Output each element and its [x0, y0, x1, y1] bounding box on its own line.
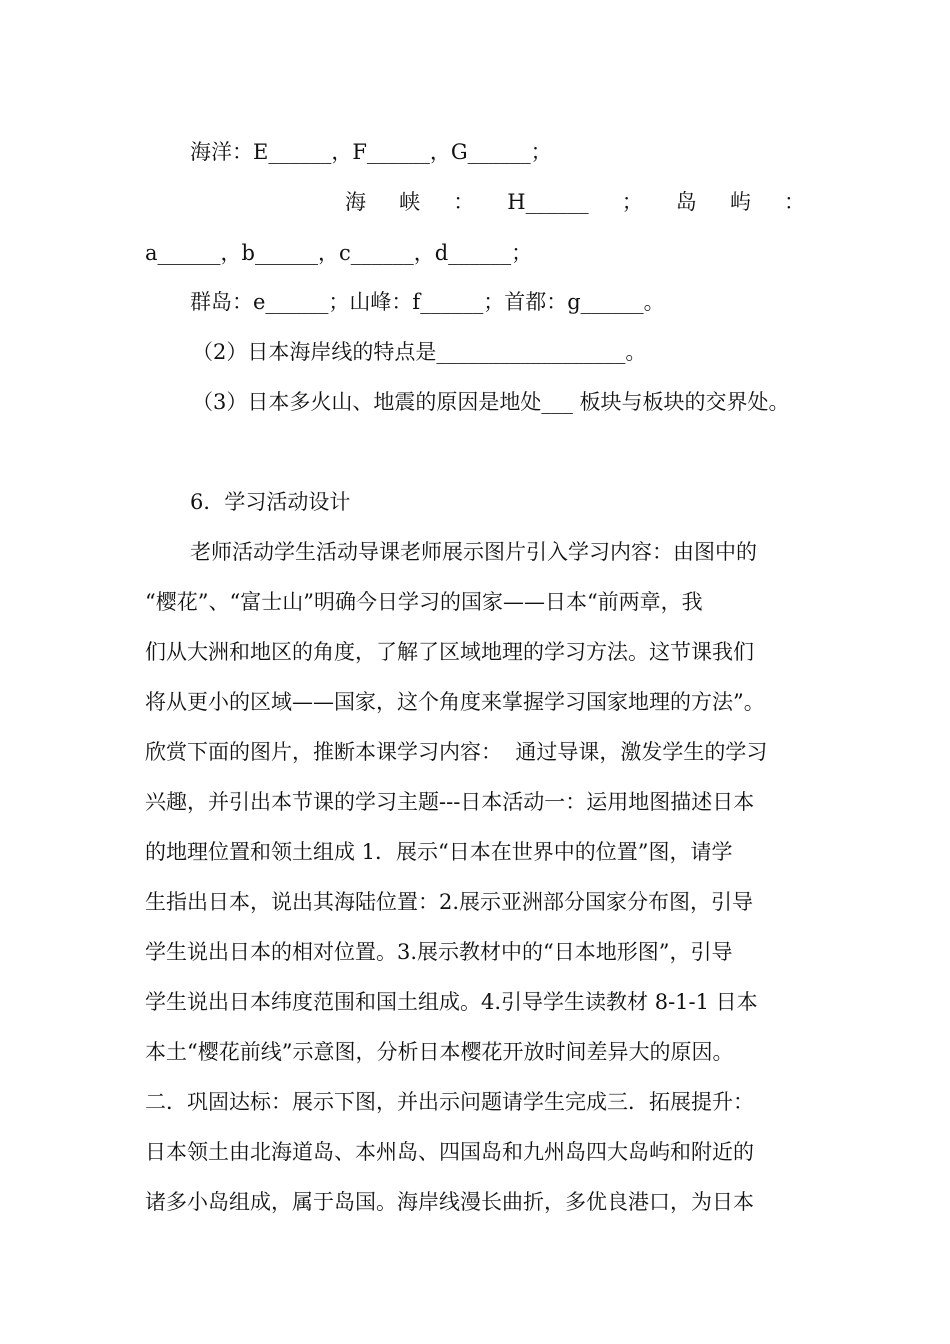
body-line-3: 们从大洲和地区的角度，了解了区域地理的学习方法。这节课我们 — [145, 640, 754, 664]
body-line-1: 老师活动学生活动导课老师展示图片引入学习内容：由图中的 — [190, 540, 757, 564]
body-line-9: 学生说出日本的相对位置。3.展示教材中的“日本地形图”，引导 — [145, 940, 733, 964]
body-line-4: 将从更小的区域——国家，这个角度来掌握学习国家地理的方法”。 — [145, 690, 765, 714]
island-char-1: 岛 — [675, 190, 697, 214]
body-line-2: “樱花”、“富士山”明确今日学习的国家——日本“前两章，我 — [145, 590, 703, 614]
body-line-13: 日本领土由北海道岛、本州岛、四国岛和九州岛四大岛屿和附近的 — [145, 1140, 754, 1164]
body-line-10: 学生说出日本纬度范围和国土组成。4.引导学生读教材 8-1-1 日本 — [145, 990, 758, 1014]
strait-char-2: 峡 — [399, 190, 421, 214]
island-char-2: 屿 — [729, 190, 751, 214]
strait-char-1: 海 — [345, 190, 366, 214]
question-volcano: （3）日本多火山、地震的原因是地处___ 板块与板块的交界处。 — [192, 390, 790, 414]
strait-semicolon: ； — [621, 190, 643, 214]
strait-colon: ： — [453, 190, 475, 214]
question-coastline: （2）日本海岸线的特点是__________________。 — [192, 340, 647, 364]
fill-in-archipelago: 群岛：e______；山峰：f______；首都：g______。 — [190, 290, 665, 314]
section-heading: 6．学习活动设计 — [190, 490, 351, 514]
fill-in-islands: a______，b______，c______，d______； — [145, 241, 533, 265]
island-colon: ： — [783, 190, 805, 214]
fill-in-oceans: 海洋：E______，F______，G______； — [190, 140, 552, 164]
body-line-12: 二．巩固达标：展示下图，并出示问题请学生完成三．拓展提升： — [145, 1090, 754, 1114]
body-line-5: 欣赏下面的图片，推断本课学习内容： 通过导课，激发学生的学习 — [145, 740, 768, 764]
body-line-14: 诸多小岛组成，属于岛国。海岸线漫长曲折，多优良港口，为日本 — [145, 1190, 754, 1214]
body-line-11: 本土“樱花前线”示意图，分析日本樱花开放时间差异大的原因。 — [145, 1040, 734, 1064]
body-line-6: 兴趣，并引出本节课的学习主题---日本活动一：运用地图描述日本 — [145, 790, 755, 814]
fill-in-strait-islands — [345, 188, 805, 216]
body-line-7: 的地理位置和领土组成 1．展示“日本在世界中的位置”图，请学 — [145, 840, 733, 864]
strait-blank-h: H______ — [507, 190, 589, 214]
body-line-8: 生指出日本，说出其海陆位置：2.展示亚洲部分国家分布图，引导 — [145, 890, 754, 914]
